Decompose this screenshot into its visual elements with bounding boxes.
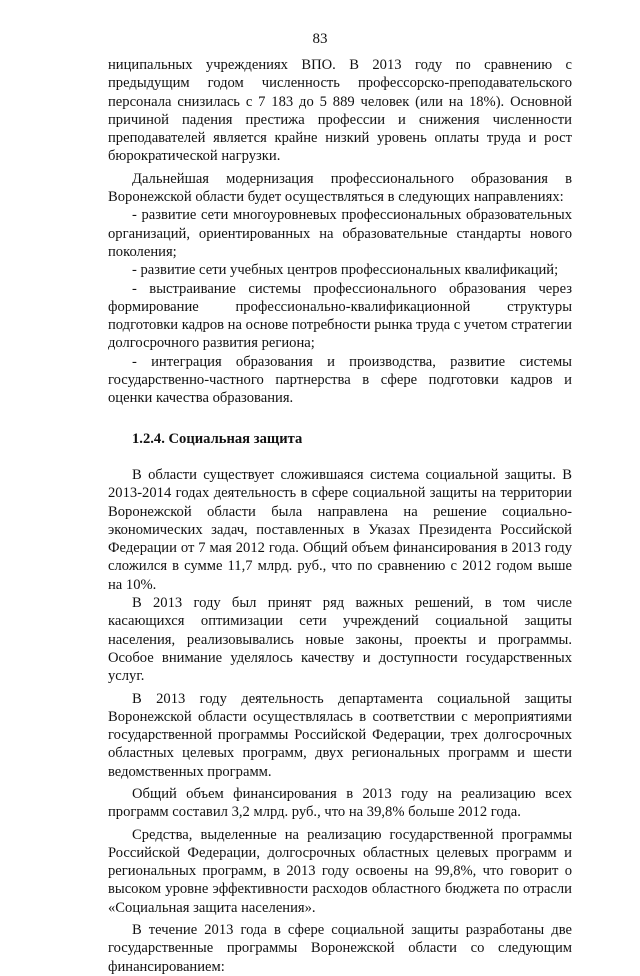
paragraph: В области существует сложившаяся система социальной защиты. В 2013-2014 годах деятельность в сфере социальной защиты на территории Воронежской области была направлена на решение социально-экономических задач, поставленных в Указах Президента Российской Федерации от 7 мая 2012 года. Общий объем финансирования в 2013 году сложился в сумме 11,7 млрд. руб., что по сравнению с 2012 годом выше на 10%. <box>108 466 572 593</box>
list-item: - развитие сети учебных центров профессиональных квалификаций; <box>132 262 559 279</box>
paragraph: В 2013 году был принят ряд важных решений, в том числе касающихся оптимизации сети учреждений социальной защиты населения, реализовывались новые законы, проекты и программы. Особое внимание уделялось качеству и доступности государственных услуг. <box>108 595 572 685</box>
paragraph: Средства, выделенные на реализацию государственной программы Российской Федерации, долгосрочных областных целевых программ и региональных программ, в 2013 году освоены на 99,8%, что говорит о высоком уровне эффективности расходов областного бюджета по отрасли «Социальная защита населения». <box>108 826 572 916</box>
paragraph-continuation: ниципальных учреждениях ВПО. В 2013 году по сравнению с предыдущим годом численность профессорско-преподавательского персонала снизилась с 7 183 до 5 889 человек (или на 18%). Основной причиной падения престижа профессии и снижения численности преподавателей является крайне низкий уровень оплаты труда и рост бюрократической нагрузки. <box>108 57 572 165</box>
paragraph: В течение 2013 года в сфере социальной защиты разработаны две государственные программы Воронежской области со следующим финансированием: <box>108 922 572 975</box>
paragraph: Общий объем финансирования в 2013 году на реализацию всех программ составил 3,2 млрд. руб., что на 39,8% больше 2012 года. <box>108 785 572 821</box>
list-item: - интеграция образования и производства, развитие системы государственно-частного партнерства в сфере подготовки кадров и оценки качества образования. <box>108 353 572 407</box>
list-item: - выстраивание системы профессионального образования через формирование профессионально-квалификационной структуры подготовки кадров на основе потребности рынка труда с учетом стратегии долгосрочного развития региона; <box>108 280 572 352</box>
page-number: 83 <box>312 31 328 47</box>
document-body <box>108 56 572 976</box>
list-item: - развитие сети многоуровневых профессиональных образовательных организаций, ориентированных на образовательные стандарты нового поколения; <box>108 207 572 260</box>
paragraph: В 2013 году деятельность департамента социальной защиты Воронежской области осуществлялась в соответствии с мероприятиями государственной программы Российской Федерации, трех долгосрочных областных целевых программ, двух региональных программ и шести ведомственных программ. <box>108 690 572 780</box>
paragraph-modernization: Дальнейшая модернизация профессионального образования в Воронежской области будет осуществляться в следующих направлениях: <box>108 170 572 206</box>
section-heading: 1.2.4. Социальная защита <box>132 430 303 447</box>
